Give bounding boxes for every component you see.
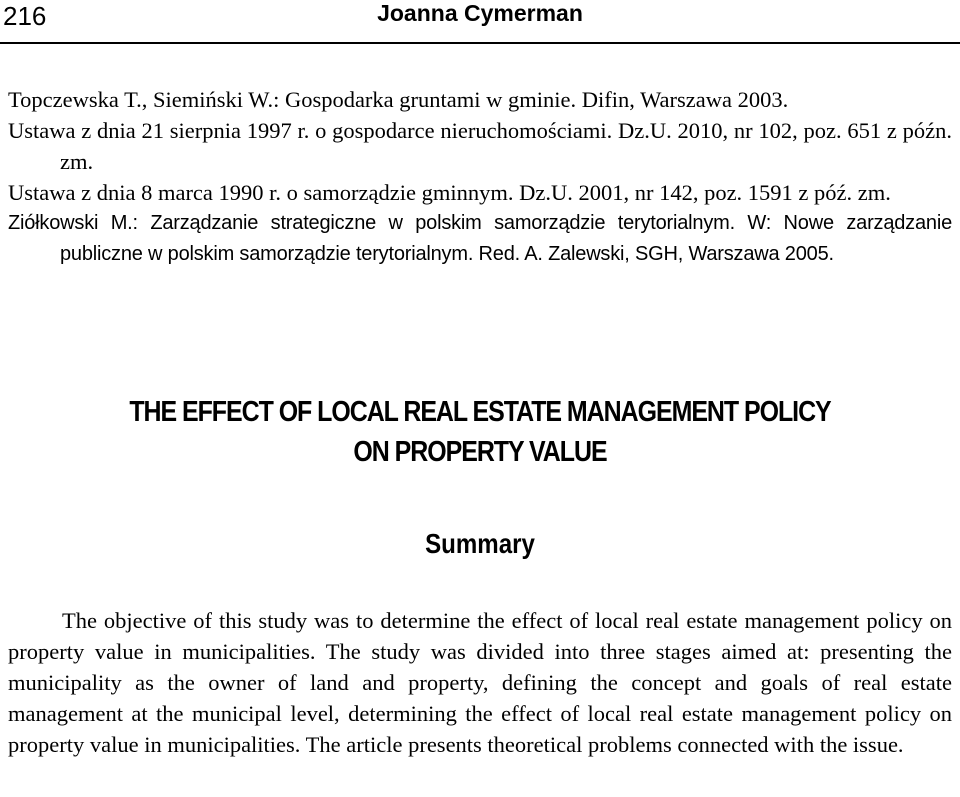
title-line-2: ON PROPERTY VALUE (353, 436, 607, 468)
running-head-author: Joanna Cymerman (377, 0, 583, 26)
reference-item: Ustawa z dnia 8 marca 1990 r. o samorządzie gminnym. Dz.U. 2001, nr 142, poz. 1591 z póź. zm. (8, 180, 891, 205)
reference-item: Ustawa z dnia 21 sierpnia 1997 r. o gospodarce nieruchomościami. Dz.U. 2010, nr 102, poz. 651 z późn. zm. (8, 118, 952, 174)
article-title (67, 392, 893, 472)
page-header (0, 0, 960, 44)
summary-heading: Summary (425, 528, 535, 559)
reference-item: Ziółkowski M.: Zarządzanie strategiczne w polskim samorządzie terytorialnym. W: Nowe zarządzanie publiczne w polskim samorządzie terytorialnym. Red. A. Zalewski, SGH, Warszawa 2005. (8, 212, 952, 265)
reference-item: Topczewska T., Siemiński W.: Gospodarka gruntami w gminie. Difin, Warszawa 2003. (8, 87, 789, 112)
title-line-1: THE EFFECT OF LOCAL REAL ESTATE MANAGEMENT POLICY (129, 396, 831, 428)
summary-paragraph: The objective of this study was to determine the effect of local real estate management policy on property value in municipalities. The study was divided into three stages aimed at: presenting the municipality as the owner of land and property, defining the concept and goals of real estate management at the municipal level, determining the effect of local real estate management policy on property value in municipalities. The article presents theoretical problems connected with the issue. (8, 608, 952, 757)
reference-list (8, 84, 952, 270)
page-number: 216 (3, 1, 47, 31)
